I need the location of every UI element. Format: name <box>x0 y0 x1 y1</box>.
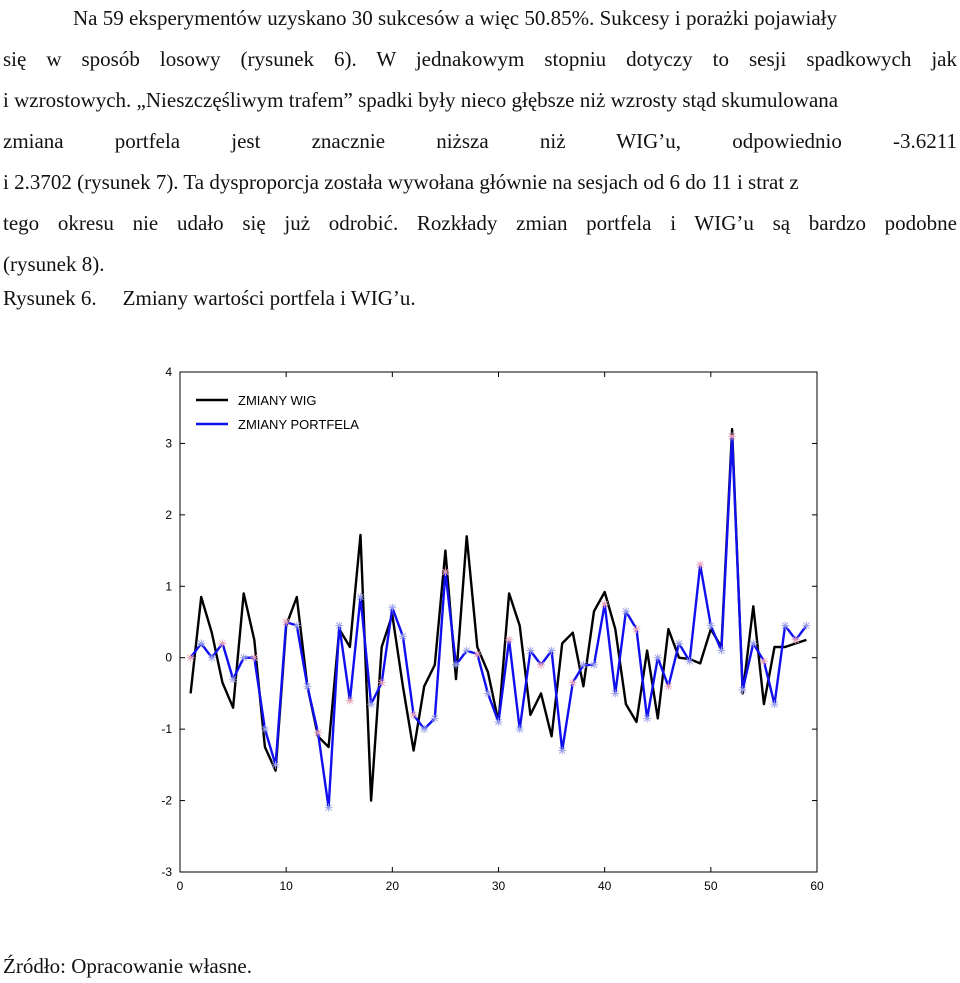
x-tick-label: 20 <box>385 879 400 893</box>
portfolio-point <box>792 636 800 644</box>
portfolio-point <box>505 636 513 644</box>
portfolio-point <box>303 682 311 690</box>
paragraph-line-2: się w sposób losowy (rysunek 6). W jednakowym stopniu dotyczy to sesji spadkowych jak <box>3 47 957 71</box>
portfolio-point <box>707 622 715 630</box>
portfolio-point <box>717 647 725 655</box>
portfolio-point <box>516 725 524 733</box>
portfolio-point <box>229 675 237 683</box>
portfolio-point <box>410 711 418 719</box>
paragraph-line-4: zmiana portfela jest znacznie niższa niż WIG’u, odpowiednio -3.6211 <box>3 129 957 153</box>
portfolio-point <box>696 561 704 569</box>
portfolio-point <box>431 714 439 722</box>
portfolio-point <box>526 647 534 655</box>
portfolio-point <box>611 689 619 697</box>
y-tick-label: 0 <box>165 650 172 665</box>
portfolio-point <box>654 654 662 662</box>
portfolio-point <box>208 654 216 662</box>
portfolio-point <box>633 625 641 633</box>
portfolio-point <box>314 729 322 737</box>
portfolio-point <box>781 622 789 630</box>
portfolio-point <box>463 647 471 655</box>
portfolio-point <box>356 593 364 601</box>
portfolio-point <box>601 600 609 608</box>
y-tick-label: 3 <box>165 436 172 451</box>
portfolio-point <box>473 650 481 658</box>
portfolio-point <box>675 639 683 647</box>
portfolio-point <box>261 725 269 733</box>
figure-label: Rysunek 6. <box>3 286 97 310</box>
portfolio-point <box>282 618 290 626</box>
y-tick-label: 4 <box>165 365 172 379</box>
y-tick-label: -3 <box>161 865 172 879</box>
portfolio-point <box>197 639 205 647</box>
y-tick-label: -1 <box>161 722 172 737</box>
portfolio-point <box>664 682 672 690</box>
x-tick-label: 50 <box>704 879 718 893</box>
x-tick-label: 10 <box>279 879 293 893</box>
portfolio-point <box>590 661 598 669</box>
portfolio-point <box>548 647 556 655</box>
x-tick-label: 0 <box>176 879 184 893</box>
portfolio-point <box>272 761 280 769</box>
portfolio-point <box>739 686 747 694</box>
paragraph-line-6: tego okresu nie udało się już odrobić. Rozkłady zmian portfela i WIG’u są bardzo podobne <box>3 211 957 235</box>
portfolio-point <box>346 697 354 705</box>
portfolio-point <box>399 632 407 640</box>
legend-label: ZMIANY WIG <box>238 393 317 408</box>
portfolio-point <box>250 654 258 662</box>
series-line-wig <box>191 429 807 800</box>
source-note: Źródło: Opracowanie własne. <box>3 954 252 978</box>
portfolio-point <box>293 622 301 630</box>
portfolio-point <box>749 639 757 647</box>
paragraph-line-7: (rysunek 8). <box>3 252 105 276</box>
portfolio-point <box>760 657 768 665</box>
portfolio-point <box>378 679 386 687</box>
portfolio-point <box>579 661 587 669</box>
portfolio-point <box>771 700 779 708</box>
figure-title: Zmiany wartości portfela i WIG’u. <box>122 286 416 310</box>
paragraph-line-3: i wzrostowych. „Nieszczęśliwym trafem” spadki były nieco głębsze niż wzrosty stąd skumulowana <box>3 88 839 112</box>
portfolio-point <box>558 747 566 755</box>
portfolio-point <box>388 604 396 612</box>
portfolio-point <box>452 661 460 669</box>
y-tick-label: 1 <box>165 579 172 594</box>
portfolio-point <box>728 432 736 440</box>
y-tick-label: -2 <box>161 793 172 808</box>
portfolio-point <box>335 622 343 630</box>
portfolio-point <box>802 622 810 630</box>
paragraph-line-1: Na 59 eksperymentów uzyskano 30 sukcesów a więc 50.85%. Sukcesy i porażki pojawiały <box>73 6 837 30</box>
portfolio-point <box>325 804 333 812</box>
portfolio-point <box>441 568 449 576</box>
portfolio-point <box>495 718 503 726</box>
portfolio-point <box>218 639 226 647</box>
paragraph-line-5: i 2.3702 (rysunek 7). Ta dysproporcja została wywołana głównie na sesjach od 6 do 11 i strat z <box>3 170 799 194</box>
portfolio-point <box>622 607 630 615</box>
x-tick-label: 30 <box>491 879 506 893</box>
legend-label: ZMIANY PORTFELA <box>238 417 359 432</box>
portfolio-point <box>420 725 428 733</box>
portfolio-point <box>367 700 375 708</box>
portfolio-point <box>643 714 651 722</box>
portfolio-point <box>240 654 248 662</box>
portfolio-point <box>569 679 577 687</box>
x-tick-label: 40 <box>597 879 612 893</box>
portfolio-point <box>187 654 195 662</box>
x-tick-label: 60 <box>810 879 824 893</box>
portfolio-point <box>686 657 694 665</box>
y-tick-label: 2 <box>165 507 172 522</box>
portfolio-point <box>537 661 545 669</box>
portfolio-point <box>484 689 492 697</box>
